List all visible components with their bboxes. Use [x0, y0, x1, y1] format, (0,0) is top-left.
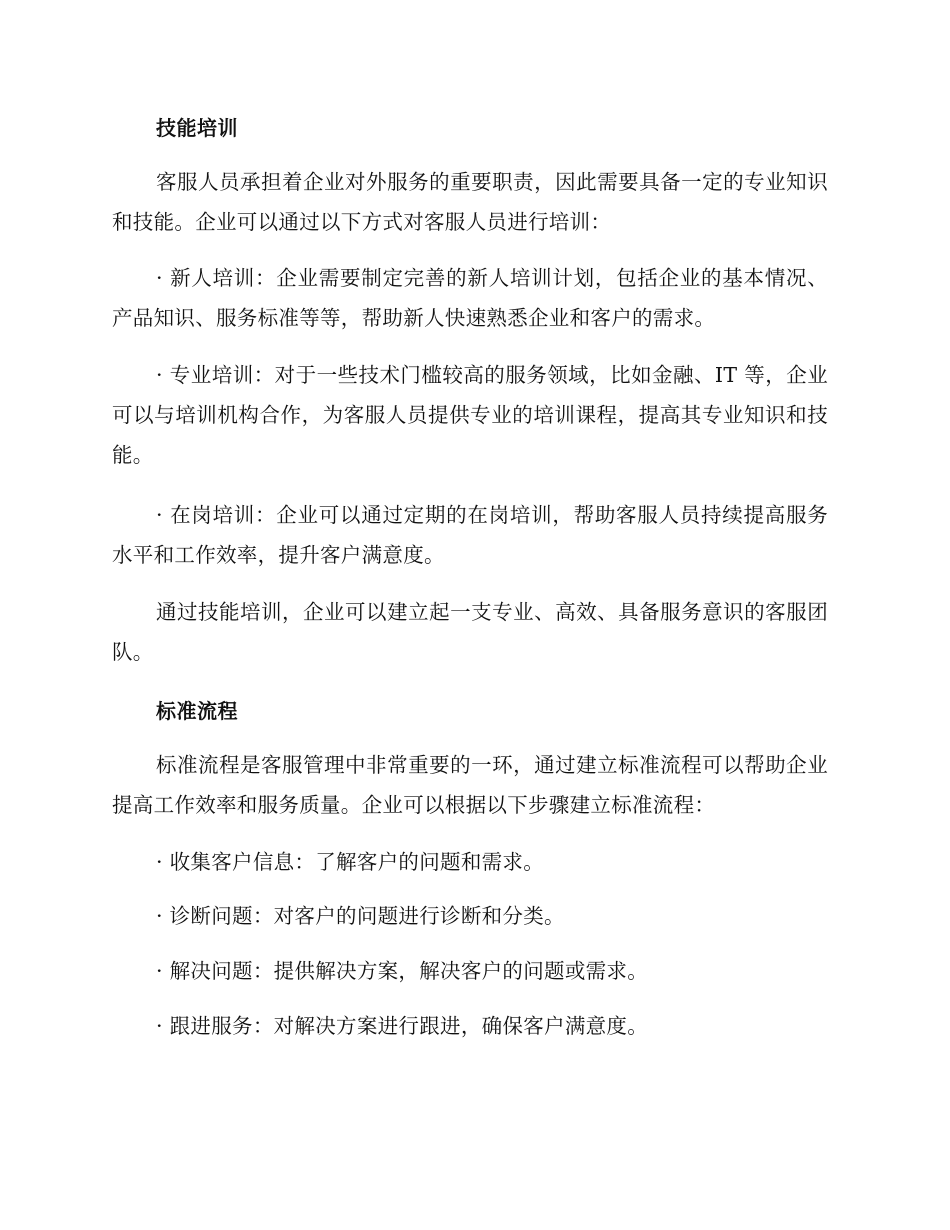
list-item-collect-info: · 收集客户信息：了解客户的问题和需求。 — [156, 850, 545, 874]
standard-process-intro: 标准流程是客服管理中非常重要的一环，通过建立标准流程可以帮助企业提高工作效率和服务质量。企业可以根据以下步骤建立标准流程： — [112, 753, 828, 817]
skill-training-conclusion: 通过技能培训，企业可以建立起一支专业、高效、具备服务意识的客服团队。 — [112, 600, 828, 664]
list-item-follow-up: · 跟进服务：对解决方案进行跟进，确保客户满意度。 — [156, 1014, 649, 1038]
list-item-on-the-job-training: · 在岗培训：企业可以通过定期的在岗培训，帮助客服人员持续提高服务水平和工作效率，提升客户满意度。 — [112, 503, 828, 567]
list-item-new-hire-training: · 新人培训：企业需要制定完善的新人培训计划，包括企业的基本情况、产品知识、服务标准等等，帮助新人快速熟悉企业和客户的需求。 — [112, 266, 828, 330]
section-heading-skill-training: 技能培训 — [156, 116, 238, 140]
list-item-solve: · 解决问题：提供解决方案，解决客户的问题或需求。 — [156, 959, 649, 983]
list-item-diagnose: · 诊断问题：对客户的问题进行诊断和分类。 — [156, 904, 565, 928]
list-item-professional-training: · 专业培训：对于一些技术门槛较高的服务领域，比如金融、IT 等，企业可以与培训机构合作，为客服人员提供专业的培训课程，提高其专业知识和技能。 — [112, 363, 828, 467]
skill-training-intro: 客服人员承担着企业对外服务的重要职责，因此需要具备一定的专业知识和技能。企业可以通过以下方式对客服人员进行培训： — [112, 170, 828, 234]
section-heading-standard-process: 标准流程 — [156, 699, 238, 723]
